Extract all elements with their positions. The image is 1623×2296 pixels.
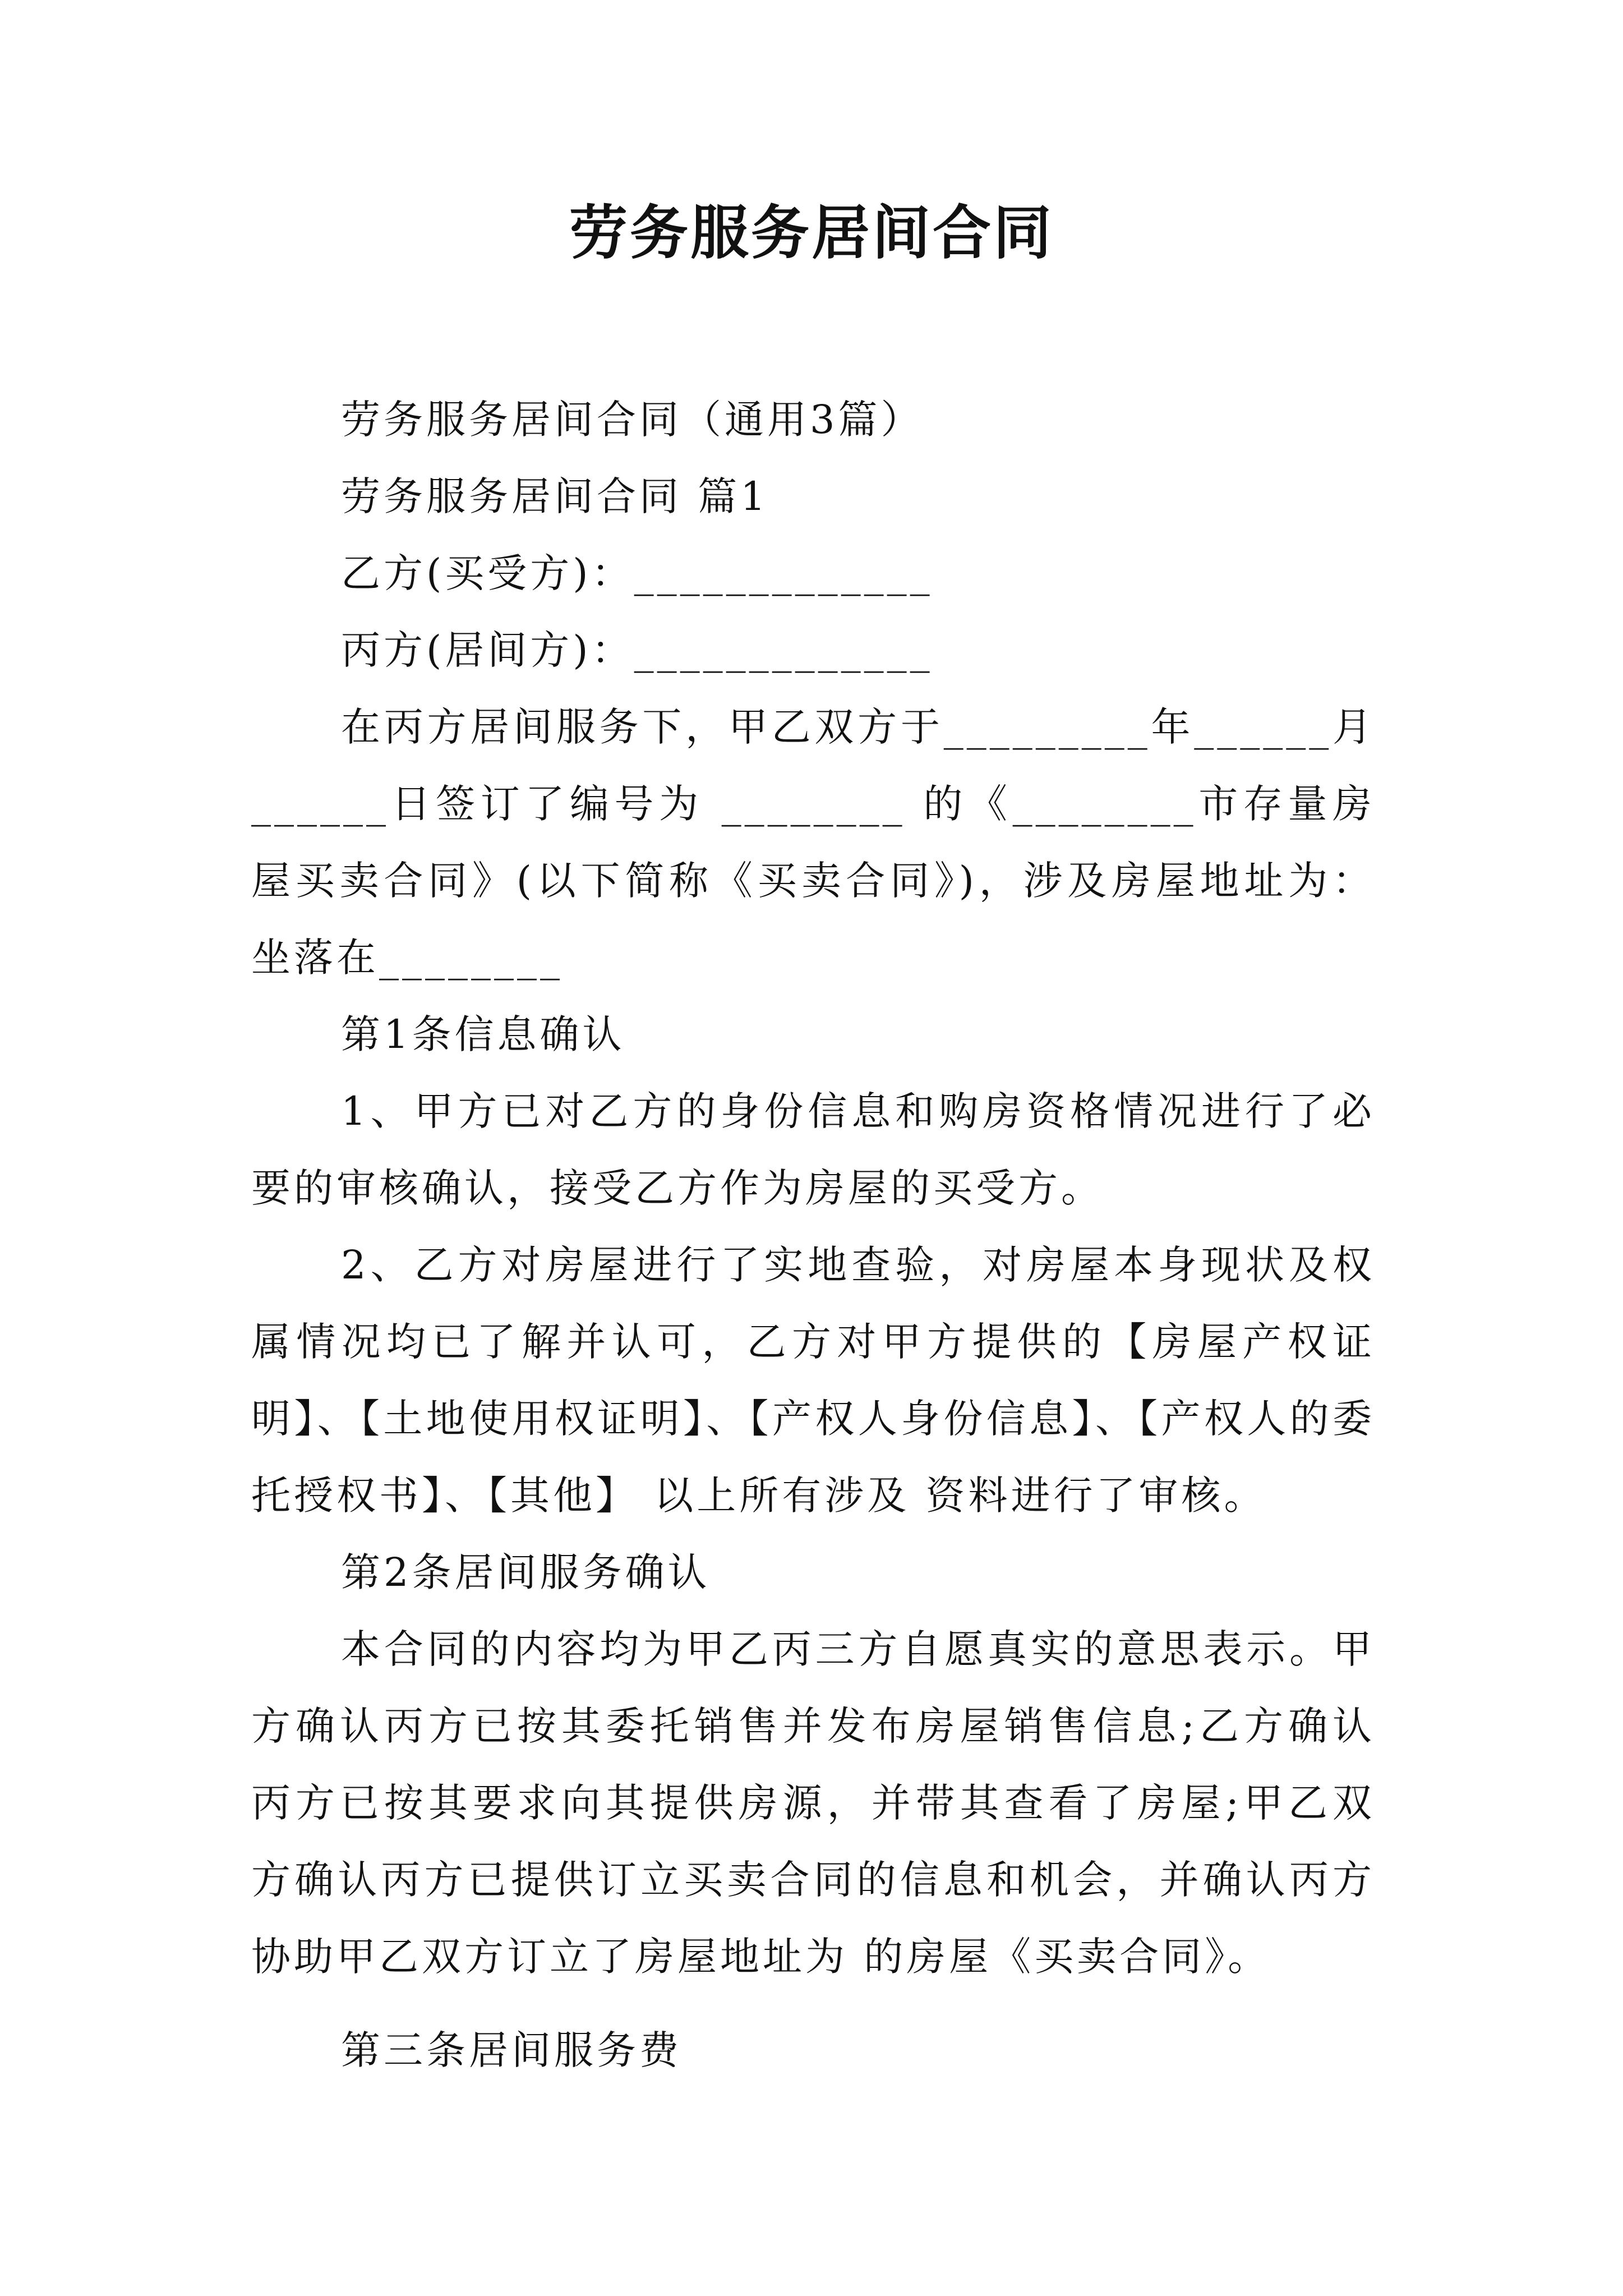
article-heading: 第1条信息确认 — [341, 1011, 625, 1057]
subtitle-paragraph: 劳务服务居间合同（通用3篇） — [341, 397, 924, 443]
section-heading: 劳务服务居间合同 篇1 — [341, 473, 769, 519]
document-title: 劳务服务居间合同 — [569, 198, 1054, 267]
clause-paragraph: 1、甲方已对乙方的身份信息和购房资格情况进行了必要的审核确认，接受乙方作为房屋的买受方。 — [251, 1088, 1375, 1211]
clause-paragraph: 本合同的内容均为甲乙丙三方自愿真实的意思表示。甲方确认丙方已按其委托销售并发布房屋销售信息;乙方确认丙方已按其要求向其提供房源，并带其查看了房屋;甲乙双方确认丙方已提供订立买卖合同的信息和机会，并确认丙方协助甲乙双方订立了房屋地址为 的房屋《买卖合同》。 — [251, 1626, 1375, 1980]
party-b-line: 乙方(买受方)：_____________ — [341, 550, 933, 596]
party-c-line: 丙方(居间方)：_____________ — [341, 627, 933, 673]
contract-intro-paragraph: 在丙方居间服务下，甲乙双方于_________年______月______日签订了编号为 ________ 的《________市存量房屋买卖合同》(以下简称《买卖合同》)，涉及房屋地址为：坐落在________ — [251, 704, 1375, 981]
clause-paragraph: 2、乙方对房屋进行了实地查验，对房屋本身现状及权属情况均已了解并认可，乙方对甲方提供的【房屋产权证明】、【土地使用权证明】、【产权人身份信息】、【产权人的委托授权书】、【其他】 以上所有涉及 资料进行了审核。 — [251, 1242, 1375, 1519]
article-heading: 第三条居间服务费 — [341, 2027, 682, 2073]
article-heading: 第2条居间服务确认 — [341, 1549, 711, 1595]
document-body — [251, 381, 1375, 2089]
